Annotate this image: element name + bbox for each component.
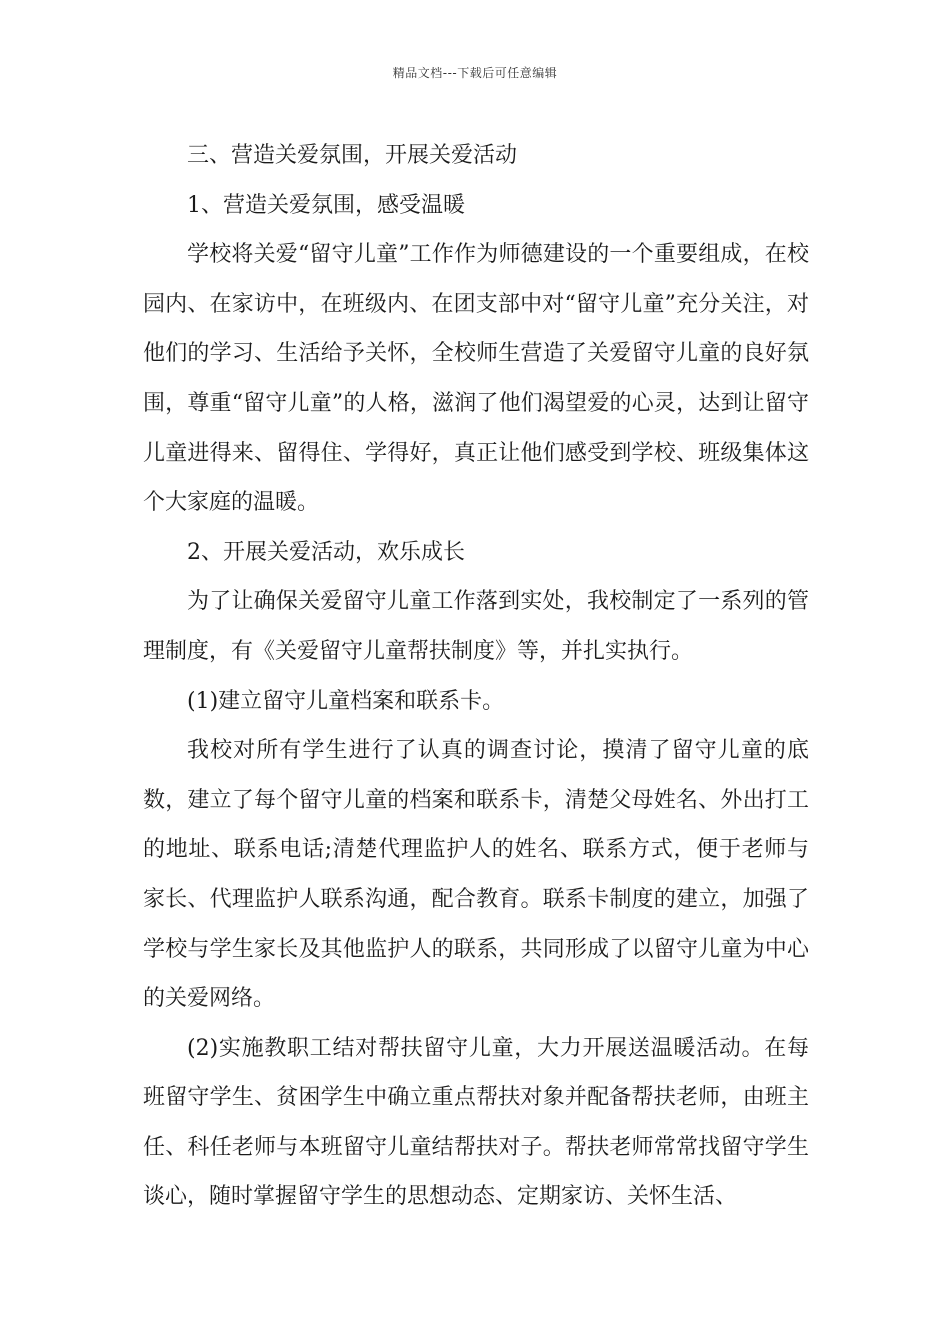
section-heading: 三、营造关爱氛围，开展关爱活动 (187, 143, 518, 168)
body-paragraph: 为了让确保关爱留守儿童工作落到实处，我校制定了一系列的管理制度，有《关爱留守儿童帮扶制度》等，并扎实执行。 (143, 589, 809, 664)
body-paragraph: 学校将关爱“留守儿童”工作作为师德建设的一个重要组成，在校园内、在家访中，在班级内、在团支部中对“留守儿童”充分关注，对他们的学习、生活给予关怀，全校师生营造了关爱留守儿童的良好氛围，尊重“留守儿童”的人格，滋润了他们渴望爱的心灵，达到让留守儿童进得来、留得住、学得好，真正让他们感受到学校、班级集体这个大家庭的温暖。 (143, 242, 809, 516)
body-paragraph: 我校对所有学生进行了认真的调查讨论，摸清了留守儿童的底数，建立了每个留守儿童的档案和联系卡，清楚父母姓名、外出打工的地址、联系电话;清楚代理监护人的姓名、联系方式，便于老师与家长、代理监护人联系沟通，配合教育。联系卡制度的建立，加强了学校与学生家长及其他监护人的联系，共同形成了以留守儿童为中心的关爱网络。 (143, 738, 809, 1012)
page-header: 精品文档---下载后可任意编辑 (392, 66, 558, 80)
document-body (143, 131, 809, 1222)
subsection-heading: 2、开展关爱活动，欢乐成长 (187, 539, 465, 565)
body-paragraph: (2)实施教职工结对帮扶留守儿童，大力开展送温暖活动。在每班留守学生、贫困学生中确立重点帮扶对象并配备帮扶老师，由班主任、科任老师与本班留守儿童结帮扶对子。帮扶老师常常找留守学生谈心，随时掌握留守学生的思想动态、定期家访、关怀生活、 (143, 1035, 809, 1210)
subsection-heading: 1、营造关爱氛围，感受温暖 (187, 192, 465, 218)
list-item-heading: (1)建立留守儿童档案和联系卡。 (187, 688, 505, 714)
